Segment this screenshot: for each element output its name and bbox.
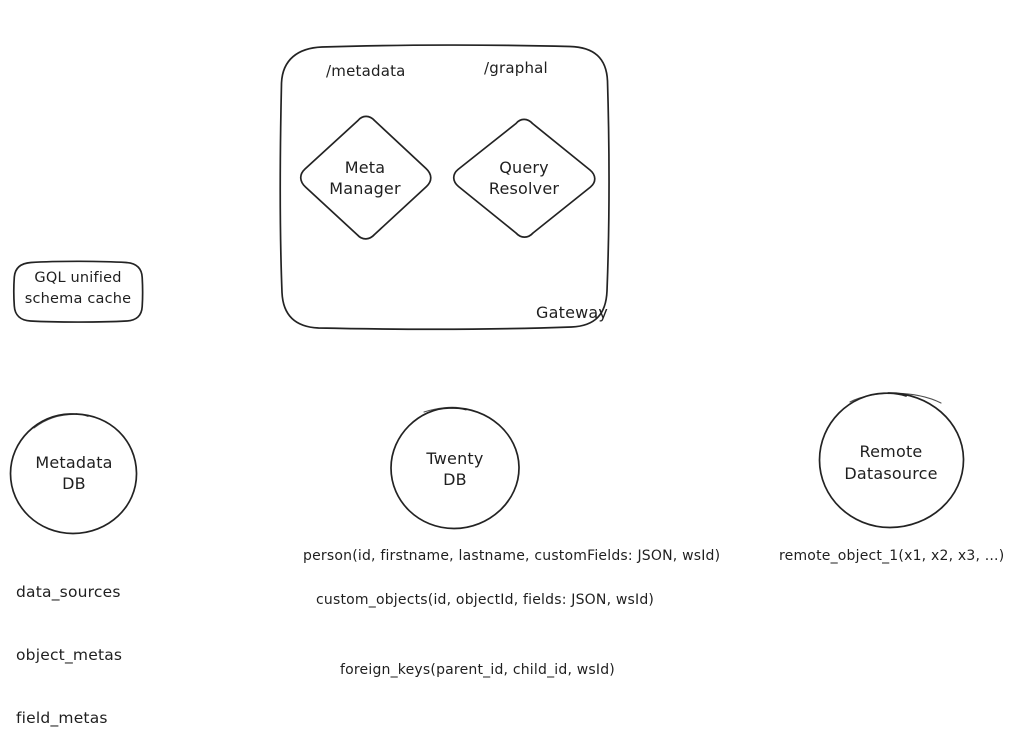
metadata-db-tables — [16, 540, 122, 730]
metadata-table-data-sources: data_sources — [16, 583, 121, 601]
meta-manager-line1: Meta — [344, 158, 386, 177]
gateway-label: Gateway — [536, 303, 609, 322]
remote-datasource-label — [820, 441, 962, 485]
schema-cache-line1: GQL unified — [34, 270, 122, 286]
metadata-db-line2: DB — [62, 474, 86, 493]
metadata-db-label — [13, 452, 135, 494]
remote-table-remote-object: remote_object_1(x1, x2, x3, ...) — [779, 548, 1005, 564]
twenty-db-label — [395, 448, 515, 490]
remote-datasource-line2: Datasource — [844, 464, 938, 483]
twenty-table-foreign-keys: foreign_keys(parent_id, child_id, wsId) — [340, 662, 615, 678]
query-resolver-label — [454, 157, 594, 199]
metadata-db-line1: Metadata — [35, 453, 113, 472]
remote-datasource-line1: Remote — [859, 442, 923, 461]
meta-manager-line2: Manager — [329, 179, 401, 198]
route-graphql-label: /graphal — [484, 59, 548, 77]
twenty-db-line2: DB — [443, 470, 467, 489]
query-resolver-line1: Query — [499, 158, 549, 177]
twenty-table-custom-objects: custom_objects(id, objectId, fields: JSON, wsId) — [316, 592, 655, 608]
meta-manager-label — [295, 157, 435, 199]
schema-cache-label — [13, 268, 143, 310]
route-metadata-label: /metadata — [326, 62, 406, 80]
metadata-table-field-metas: field_metas — [16, 709, 108, 727]
twenty-table-person: person(id, firstname, lastname, customFields: JSON, wsId) — [303, 548, 721, 564]
query-resolver-line2: Resolver — [488, 179, 560, 198]
schema-cache-line2: schema cache — [24, 291, 132, 307]
metadata-table-object-metas: object_metas — [16, 646, 123, 664]
twenty-db-line1: Twenty — [426, 449, 484, 468]
